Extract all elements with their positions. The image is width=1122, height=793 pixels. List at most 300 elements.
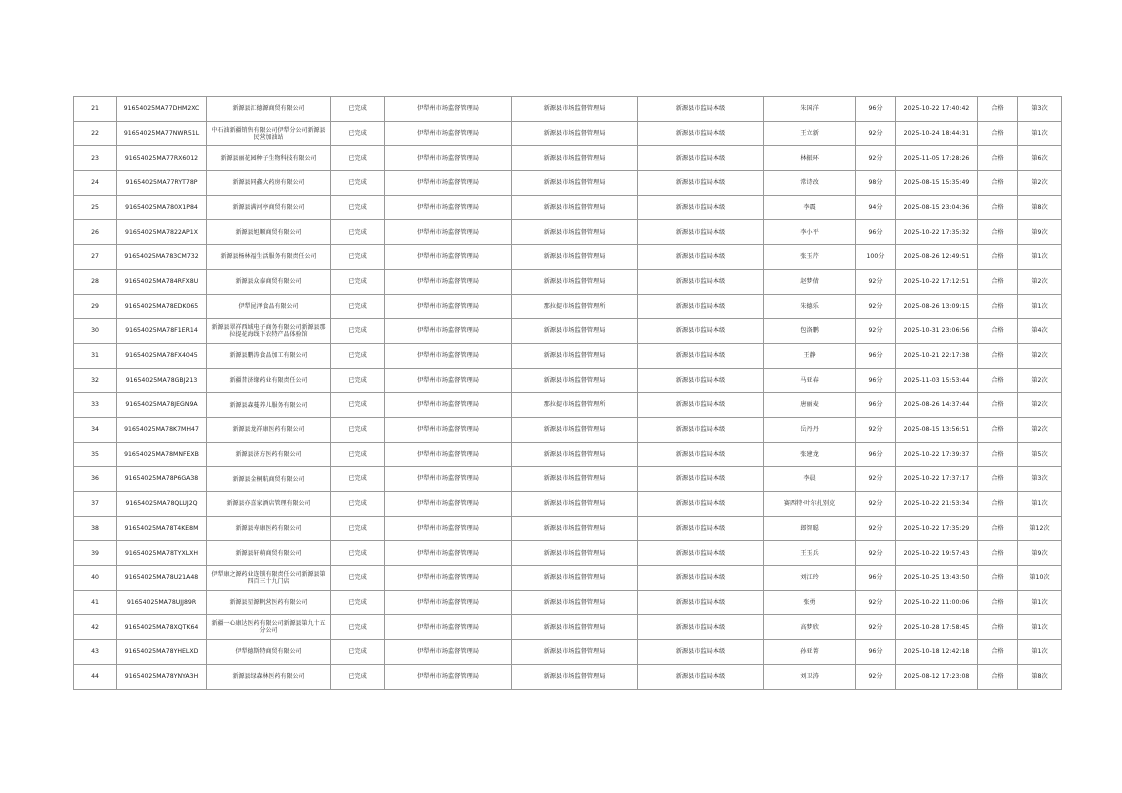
- company-name-cell: 新源县旭顺商贸有限公司: [207, 220, 331, 245]
- status-cell: 已完成: [331, 146, 385, 171]
- completed-at-cell: 2025-10-22 17:37:17: [896, 467, 978, 492]
- attempt-cell: 第8次: [1018, 664, 1062, 689]
- county-bureau-cell: 新源县市场监督管理局: [512, 566, 638, 591]
- row-number-cell: 37: [74, 492, 117, 517]
- row-number-cell: 29: [74, 294, 117, 319]
- credit-code-cell: 91654025MA78YNYA3H: [117, 664, 207, 689]
- score-cell: 100分: [856, 245, 896, 270]
- company-name-cell: 新源县金桐航商贸有限公司: [207, 467, 331, 492]
- completed-at-cell: 2025-10-31 23:06:56: [896, 319, 978, 344]
- inspector-cell: 刘卫涛: [764, 664, 856, 689]
- city-bureau-cell: 伊犁州市场监督管理局: [385, 121, 512, 146]
- result-cell: 合格: [978, 640, 1018, 665]
- row-number-cell: 43: [74, 640, 117, 665]
- completed-at-cell: 2025-10-22 19:57:43: [896, 541, 978, 566]
- row-number-cell: 30: [74, 319, 117, 344]
- city-bureau-cell: 伊犁州市场监督管理局: [385, 269, 512, 294]
- credit-code-cell: 91654025MA784RFX8U: [117, 269, 207, 294]
- status-cell: 已完成: [331, 664, 385, 689]
- city-bureau-cell: 伊犁州市场监督管理局: [385, 467, 512, 492]
- company-name-cell: 新源县轩萌商贸有限公司: [207, 541, 331, 566]
- inspector-cell: 马亚春: [764, 368, 856, 393]
- county-bureau-cell: 新源县市场监督管理局: [512, 245, 638, 270]
- completed-at-cell: 2025-08-26 12:49:51: [896, 245, 978, 270]
- score-cell: 96分: [856, 640, 896, 665]
- score-cell: 96分: [856, 97, 896, 122]
- result-cell: 合格: [978, 245, 1018, 270]
- status-cell: 已完成: [331, 97, 385, 122]
- company-name-cell: 新源县丽花园种子生物科技有限公司: [207, 146, 331, 171]
- company-name-cell: 新源县济方医药有限公司: [207, 442, 331, 467]
- company-name-cell: 伊犁昆泽食品有限公司: [207, 294, 331, 319]
- status-cell: 已完成: [331, 467, 385, 492]
- inspector-cell: 包洛鹏: [764, 319, 856, 344]
- result-cell: 合格: [978, 393, 1018, 418]
- table-row: [74, 566, 1062, 591]
- table-row: [74, 541, 1062, 566]
- row-number-cell: 39: [74, 541, 117, 566]
- credit-code-cell: 91654025MA78T4KE8M: [117, 516, 207, 541]
- county-bureau-cell: 新源县市场监督管理局: [512, 171, 638, 196]
- city-bureau-cell: 伊犁州市场监督管理局: [385, 590, 512, 615]
- county-bureau-cell: 新源县市场监督管理局: [512, 590, 638, 615]
- completed-at-cell: 2025-10-24 18:44:31: [896, 121, 978, 146]
- table-row: [74, 121, 1062, 146]
- completed-at-cell: 2025-10-22 21:53:34: [896, 492, 978, 517]
- county-bureau-cell: 新源县市场监督管理局: [512, 220, 638, 245]
- result-cell: 合格: [978, 442, 1018, 467]
- score-cell: 96分: [856, 368, 896, 393]
- result-cell: 合格: [978, 492, 1018, 517]
- attempt-cell: 第2次: [1018, 343, 1062, 368]
- company-name-cell: 中石油新疆销售有限公司伊犁分公司新源县民营加油站: [207, 121, 331, 146]
- company-name-cell: 新源县杨林福生活服务有限责任公司: [207, 245, 331, 270]
- row-number-cell: 21: [74, 97, 117, 122]
- county-bureau-cell: 新源县市场监督管理局: [512, 417, 638, 442]
- company-name-cell: 新疆一心康达医药有限公司新源县第九十五分公司: [207, 615, 331, 640]
- table-row: [74, 368, 1062, 393]
- company-name-cell: 新源县亦喜家酒店管理有限公司: [207, 492, 331, 517]
- score-cell: 96分: [856, 220, 896, 245]
- table-row: [74, 294, 1062, 319]
- status-cell: 已完成: [331, 393, 385, 418]
- unit-cell: 新源县市监局本级: [638, 615, 764, 640]
- attempt-cell: 第5次: [1018, 442, 1062, 467]
- company-name-cell: 新源县汇德源商贸有限公司: [207, 97, 331, 122]
- table-row: [74, 467, 1062, 492]
- status-cell: 已完成: [331, 220, 385, 245]
- table-row: [74, 640, 1062, 665]
- company-name-cell: 新源县森蔓养儿服务有限公司: [207, 393, 331, 418]
- status-cell: 已完成: [331, 516, 385, 541]
- unit-cell: 新源县市监局本级: [638, 121, 764, 146]
- attempt-cell: 第8次: [1018, 195, 1062, 220]
- status-cell: 已完成: [331, 245, 385, 270]
- unit-cell: 新源县市监局本级: [638, 442, 764, 467]
- city-bureau-cell: 伊犁州市场监督管理局: [385, 566, 512, 591]
- status-cell: 已完成: [331, 121, 385, 146]
- unit-cell: 新源县市监局本级: [638, 319, 764, 344]
- completed-at-cell: 2025-08-26 13:09:15: [896, 294, 978, 319]
- credit-code-cell: 91654025MA78FX4045: [117, 343, 207, 368]
- row-number-cell: 23: [74, 146, 117, 171]
- attempt-cell: 第6次: [1018, 146, 1062, 171]
- attempt-cell: 第1次: [1018, 294, 1062, 319]
- company-name-cell: 新疆昔济缘药业有限责任公司: [207, 368, 331, 393]
- city-bureau-cell: 伊犁州市场监督管理局: [385, 171, 512, 196]
- result-cell: 合格: [978, 368, 1018, 393]
- table-row: [74, 492, 1062, 517]
- attempt-cell: 第3次: [1018, 467, 1062, 492]
- result-cell: 合格: [978, 417, 1018, 442]
- unit-cell: 新源县市监局本级: [638, 97, 764, 122]
- result-cell: 合格: [978, 343, 1018, 368]
- score-cell: 92分: [856, 492, 896, 517]
- unit-cell: 新源县市监局本级: [638, 343, 764, 368]
- row-number-cell: 22: [74, 121, 117, 146]
- score-cell: 92分: [856, 146, 896, 171]
- credit-code-cell: 91654025MA78YHELXD: [117, 640, 207, 665]
- inspector-cell: 张勇: [764, 590, 856, 615]
- attempt-cell: 第1次: [1018, 121, 1062, 146]
- county-bureau-cell: 新源县市场监督管理局: [512, 368, 638, 393]
- unit-cell: 新源县市监局本级: [638, 467, 764, 492]
- inspector-cell: 王静: [764, 343, 856, 368]
- result-cell: 合格: [978, 319, 1018, 344]
- credit-code-cell: 91654025MA78UJJ89R: [117, 590, 207, 615]
- table-row: [74, 195, 1062, 220]
- completed-at-cell: 2025-08-26 14:37:44: [896, 393, 978, 418]
- result-cell: 合格: [978, 97, 1018, 122]
- inspector-cell: 赛西特·叶尔扎别克: [764, 492, 856, 517]
- completed-at-cell: 2025-10-28 17:58:45: [896, 615, 978, 640]
- inspector-cell: 高梦欣: [764, 615, 856, 640]
- table-row: [74, 442, 1062, 467]
- attempt-cell: 第4次: [1018, 319, 1062, 344]
- score-cell: 92分: [856, 541, 896, 566]
- attempt-cell: 第1次: [1018, 640, 1062, 665]
- status-cell: 已完成: [331, 171, 385, 196]
- row-number-cell: 35: [74, 442, 117, 467]
- completed-at-cell: 2025-10-22 17:39:37: [896, 442, 978, 467]
- status-cell: 已完成: [331, 590, 385, 615]
- status-cell: 已完成: [331, 343, 385, 368]
- city-bureau-cell: 伊犁州市场监督管理局: [385, 294, 512, 319]
- inspector-cell: 常诗改: [764, 171, 856, 196]
- credit-code-cell: 91654025MA78K7MH47: [117, 417, 207, 442]
- credit-code-cell: 91654025MA78P6GA38: [117, 467, 207, 492]
- credit-code-cell: 91654025MA7822AP1X: [117, 220, 207, 245]
- attempt-cell: 第3次: [1018, 97, 1062, 122]
- attempt-cell: 第9次: [1018, 220, 1062, 245]
- completed-at-cell: 2025-08-15 15:35:49: [896, 171, 978, 196]
- county-bureau-cell: 新源县市场监督管理局: [512, 664, 638, 689]
- city-bureau-cell: 伊犁州市场监督管理局: [385, 442, 512, 467]
- company-name-cell: 新源县绿森林医药有限公司: [207, 664, 331, 689]
- table-row: [74, 343, 1062, 368]
- result-cell: 合格: [978, 664, 1018, 689]
- attempt-cell: 第2次: [1018, 171, 1062, 196]
- completed-at-cell: 2025-10-22 17:40:42: [896, 97, 978, 122]
- score-cell: 92分: [856, 615, 896, 640]
- city-bureau-cell: 伊犁州市场监督管理局: [385, 245, 512, 270]
- status-cell: 已完成: [331, 319, 385, 344]
- score-cell: 92分: [856, 417, 896, 442]
- score-cell: 98分: [856, 171, 896, 196]
- company-name-cell: 新源县满河亭商贸有限公司: [207, 195, 331, 220]
- inspector-cell: 李震: [764, 195, 856, 220]
- completed-at-cell: 2025-10-22 17:35:29: [896, 516, 978, 541]
- result-cell: 合格: [978, 467, 1018, 492]
- inspector-cell: 王立新: [764, 121, 856, 146]
- credit-code-cell: 91654025MA78F1ER14: [117, 319, 207, 344]
- result-cell: 合格: [978, 566, 1018, 591]
- row-number-cell: 41: [74, 590, 117, 615]
- credit-code-cell: 91654025MA77RYT78P: [117, 171, 207, 196]
- score-cell: 92分: [856, 121, 896, 146]
- row-number-cell: 33: [74, 393, 117, 418]
- row-number-cell: 28: [74, 269, 117, 294]
- city-bureau-cell: 伊犁州市场监督管理局: [385, 615, 512, 640]
- county-bureau-cell: 新源县市场监督管理局: [512, 146, 638, 171]
- city-bureau-cell: 伊犁州市场监督管理局: [385, 195, 512, 220]
- score-cell: 92分: [856, 294, 896, 319]
- credit-code-cell: 91654025MA78MNFEXB: [117, 442, 207, 467]
- city-bureau-cell: 伊犁州市场监督管理局: [385, 417, 512, 442]
- table-row: [74, 146, 1062, 171]
- row-number-cell: 42: [74, 615, 117, 640]
- completed-at-cell: 2025-10-18 12:42:18: [896, 640, 978, 665]
- credit-code-cell: 91654025MA78U21A48: [117, 566, 207, 591]
- inspector-cell: 刘江玲: [764, 566, 856, 591]
- score-cell: 96分: [856, 343, 896, 368]
- status-cell: 已完成: [331, 615, 385, 640]
- city-bureau-cell: 伊犁州市场监督管理局: [385, 97, 512, 122]
- completed-at-cell: 2025-08-12 17:23:08: [896, 664, 978, 689]
- unit-cell: 新源县市监局本级: [638, 417, 764, 442]
- unit-cell: 新源县市监局本级: [638, 664, 764, 689]
- county-bureau-cell: 那拉提市场监督管理所: [512, 393, 638, 418]
- status-cell: 已完成: [331, 566, 385, 591]
- inspector-cell: 郎智聪: [764, 516, 856, 541]
- city-bureau-cell: 伊犁州市场监督管理局: [385, 368, 512, 393]
- company-name-cell: 新源县同鑫大药房有限公司: [207, 171, 331, 196]
- score-cell: 96分: [856, 442, 896, 467]
- score-cell: 92分: [856, 516, 896, 541]
- inspector-cell: 赵梦倩: [764, 269, 856, 294]
- credit-code-cell: 91654025MA78EDK065: [117, 294, 207, 319]
- completed-at-cell: 2025-11-03 15:53:44: [896, 368, 978, 393]
- attempt-cell: 第2次: [1018, 368, 1062, 393]
- attempt-cell: 第1次: [1018, 245, 1062, 270]
- result-cell: 合格: [978, 615, 1018, 640]
- table-row: [74, 516, 1062, 541]
- row-number-cell: 34: [74, 417, 117, 442]
- city-bureau-cell: 伊犁州市场监督管理局: [385, 640, 512, 665]
- row-number-cell: 31: [74, 343, 117, 368]
- table-row: [74, 590, 1062, 615]
- company-name-cell: 新源县翠祥西域电子商务有限公司新源县那拉提花海线下农特产品体验馆: [207, 319, 331, 344]
- city-bureau-cell: 伊犁州市场监督管理局: [385, 319, 512, 344]
- score-cell: 92分: [856, 319, 896, 344]
- result-cell: 合格: [978, 146, 1018, 171]
- city-bureau-cell: 伊犁州市场监督管理局: [385, 664, 512, 689]
- status-cell: 已完成: [331, 195, 385, 220]
- completed-at-cell: 2025-10-21 22:17:38: [896, 343, 978, 368]
- result-cell: 合格: [978, 195, 1018, 220]
- attempt-cell: 第1次: [1018, 615, 1062, 640]
- score-cell: 92分: [856, 590, 896, 615]
- unit-cell: 新源县市监局本级: [638, 146, 764, 171]
- company-name-cell: 新源县星源帆营医药有限公司: [207, 590, 331, 615]
- score-cell: 92分: [856, 664, 896, 689]
- inspector-cell: 孙亚菁: [764, 640, 856, 665]
- completed-at-cell: 2025-08-15 13:56:51: [896, 417, 978, 442]
- status-cell: 已完成: [331, 442, 385, 467]
- table-row: [74, 171, 1062, 196]
- result-cell: 合格: [978, 516, 1018, 541]
- unit-cell: 新源县市监局本级: [638, 590, 764, 615]
- county-bureau-cell: 新源县市场监督管理局: [512, 516, 638, 541]
- row-number-cell: 40: [74, 566, 117, 591]
- unit-cell: 新源县市监局本级: [638, 220, 764, 245]
- result-cell: 合格: [978, 220, 1018, 245]
- inspector-cell: 唐丽麦: [764, 393, 856, 418]
- result-cell: 合格: [978, 171, 1018, 196]
- completed-at-cell: 2025-10-25 13:43:50: [896, 566, 978, 591]
- unit-cell: 新源县市监局本级: [638, 368, 764, 393]
- unit-cell: 新源县市监局本级: [638, 269, 764, 294]
- inspector-cell: 王玉兵: [764, 541, 856, 566]
- company-name-cell: 新源县鹏涛食品加工有限公司: [207, 343, 331, 368]
- table-row: [74, 220, 1062, 245]
- unit-cell: 新源县市监局本级: [638, 640, 764, 665]
- city-bureau-cell: 伊犁州市场监督管理局: [385, 393, 512, 418]
- unit-cell: 新源县市监局本级: [638, 566, 764, 591]
- status-cell: 已完成: [331, 541, 385, 566]
- status-cell: 已完成: [331, 368, 385, 393]
- credit-code-cell: 91654025MA77RX6012: [117, 146, 207, 171]
- county-bureau-cell: 新源县市场监督管理局: [512, 269, 638, 294]
- completed-at-cell: 2025-10-22 11:00:06: [896, 590, 978, 615]
- row-number-cell: 36: [74, 467, 117, 492]
- city-bureau-cell: 伊犁州市场监督管理局: [385, 516, 512, 541]
- city-bureau-cell: 伊犁州市场监督管理局: [385, 343, 512, 368]
- completed-at-cell: 2025-08-15 23:04:36: [896, 195, 978, 220]
- attempt-cell: 第9次: [1018, 541, 1062, 566]
- city-bureau-cell: 伊犁州市场监督管理局: [385, 492, 512, 517]
- credit-code-cell: 91654025MA78TYXLXH: [117, 541, 207, 566]
- row-number-cell: 26: [74, 220, 117, 245]
- county-bureau-cell: 新源县市场监督管理局: [512, 615, 638, 640]
- unit-cell: 新源县市监局本级: [638, 393, 764, 418]
- attempt-cell: 第2次: [1018, 393, 1062, 418]
- status-cell: 已完成: [331, 640, 385, 665]
- inspector-cell: 李小平: [764, 220, 856, 245]
- completed-at-cell: 2025-10-22 17:35:32: [896, 220, 978, 245]
- score-cell: 94分: [856, 195, 896, 220]
- inspector-cell: 李晨: [764, 467, 856, 492]
- table-row: [74, 97, 1062, 122]
- county-bureau-cell: 那拉提市场监督管理所: [512, 294, 638, 319]
- table-row: [74, 245, 1062, 270]
- table-row: [74, 664, 1062, 689]
- credit-code-cell: 91654025MA77NWR51L: [117, 121, 207, 146]
- company-name-cell: 新源县寿康医药有限公司: [207, 516, 331, 541]
- credit-code-cell: 91654025MA78QLUJ2Q: [117, 492, 207, 517]
- unit-cell: 新源县市监局本级: [638, 516, 764, 541]
- table-row: [74, 615, 1062, 640]
- attempt-cell: 第1次: [1018, 590, 1062, 615]
- attempt-cell: 第2次: [1018, 269, 1062, 294]
- status-cell: 已完成: [331, 294, 385, 319]
- results-table: [73, 96, 1062, 690]
- credit-code-cell: 91654025MA783CM732: [117, 245, 207, 270]
- county-bureau-cell: 新源县市场监督管理局: [512, 121, 638, 146]
- unit-cell: 新源县市监局本级: [638, 245, 764, 270]
- county-bureau-cell: 新源县市场监督管理局: [512, 97, 638, 122]
- row-number-cell: 44: [74, 664, 117, 689]
- result-cell: 合格: [978, 269, 1018, 294]
- status-cell: 已完成: [331, 417, 385, 442]
- credit-code-cell: 91654025MA78JEGN9A: [117, 393, 207, 418]
- inspector-cell: 林振环: [764, 146, 856, 171]
- unit-cell: 新源县市监局本级: [638, 294, 764, 319]
- row-number-cell: 25: [74, 195, 117, 220]
- result-cell: 合格: [978, 541, 1018, 566]
- county-bureau-cell: 新源县市场监督管理局: [512, 195, 638, 220]
- county-bureau-cell: 新源县市场监督管理局: [512, 467, 638, 492]
- score-cell: 96分: [856, 566, 896, 591]
- score-cell: 92分: [856, 269, 896, 294]
- credit-code-cell: 91654025MA78XQTK64: [117, 615, 207, 640]
- county-bureau-cell: 新源县市场监督管理局: [512, 492, 638, 517]
- inspector-cell: 张玉芹: [764, 245, 856, 270]
- credit-code-cell: 91654025MA77DHM2XC: [117, 97, 207, 122]
- attempt-cell: 第1次: [1018, 492, 1062, 517]
- company-name-cell: 新源县龙祥康医药有限公司: [207, 417, 331, 442]
- attempt-cell: 第12次: [1018, 516, 1062, 541]
- county-bureau-cell: 新源县市场监督管理局: [512, 319, 638, 344]
- county-bureau-cell: 新源县市场监督管理局: [512, 343, 638, 368]
- unit-cell: 新源县市监局本级: [638, 492, 764, 517]
- county-bureau-cell: 新源县市场监督管理局: [512, 541, 638, 566]
- inspector-cell: 朱国洋: [764, 97, 856, 122]
- row-number-cell: 32: [74, 368, 117, 393]
- county-bureau-cell: 新源县市场监督管理局: [512, 442, 638, 467]
- attempt-cell: 第2次: [1018, 417, 1062, 442]
- result-cell: 合格: [978, 121, 1018, 146]
- row-number-cell: 38: [74, 516, 117, 541]
- credit-code-cell: 91654025MA780X1P84: [117, 195, 207, 220]
- inspector-cell: 岳丹丹: [764, 417, 856, 442]
- result-cell: 合格: [978, 590, 1018, 615]
- credit-code-cell: 91654025MA78GBJ213: [117, 368, 207, 393]
- row-number-cell: 27: [74, 245, 117, 270]
- city-bureau-cell: 伊犁州市场监督管理局: [385, 146, 512, 171]
- status-cell: 已完成: [331, 269, 385, 294]
- company-name-cell: 新源县众泰商贸有限公司: [207, 269, 331, 294]
- attempt-cell: 第10次: [1018, 566, 1062, 591]
- table-row: [74, 417, 1062, 442]
- result-cell: 合格: [978, 294, 1018, 319]
- score-cell: 92分: [856, 467, 896, 492]
- status-cell: 已完成: [331, 492, 385, 517]
- inspector-cell: 张建龙: [764, 442, 856, 467]
- company-name-cell: 伊犁德斯特商贸有限公司: [207, 640, 331, 665]
- completed-at-cell: 2025-11-05 17:28:26: [896, 146, 978, 171]
- row-number-cell: 24: [74, 171, 117, 196]
